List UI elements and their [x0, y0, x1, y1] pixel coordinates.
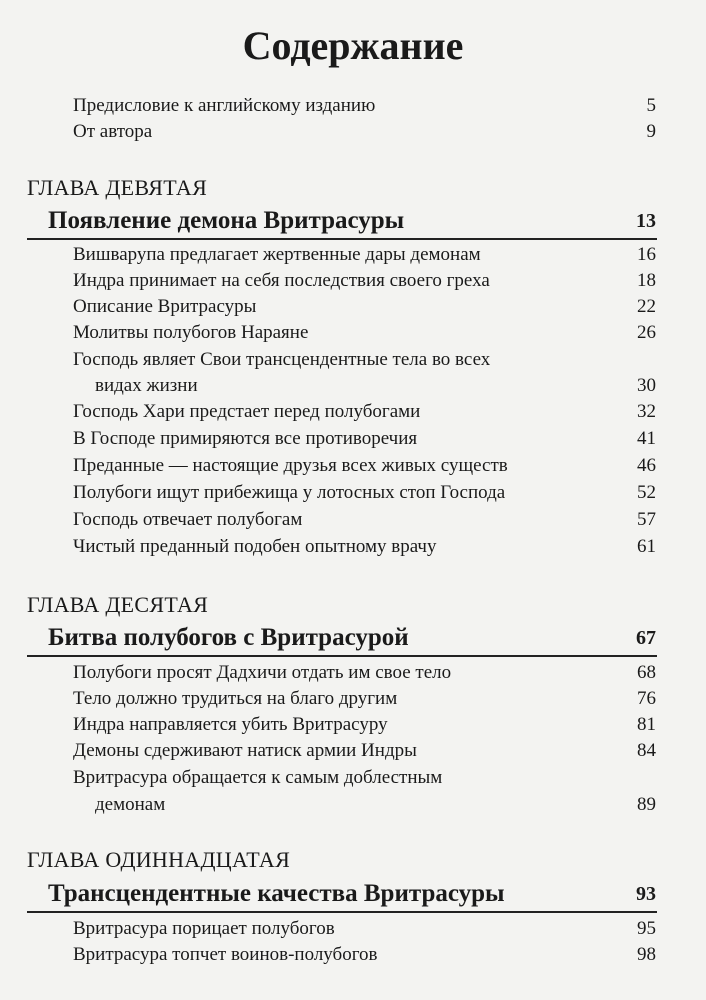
toc-entry[interactable]: [73, 399, 656, 425]
toc-entry[interactable]: [73, 480, 656, 506]
toc-entry[interactable]: [73, 942, 656, 968]
entry-title: демонам: [95, 794, 166, 815]
toc-entry[interactable]: [73, 242, 656, 268]
chapter-heading[interactable]: [48, 204, 656, 238]
entry-title: Чистый преданный подобен опытному врачу: [73, 536, 437, 557]
entry-title: Описание Вритрасуры: [73, 296, 257, 317]
toc-entry[interactable]: [73, 534, 656, 560]
entry-page: 61: [637, 536, 656, 557]
entry-page: 22: [637, 296, 656, 317]
entry-title: Вишварупа предлагает жертвенные дары демонам: [73, 244, 481, 265]
chapter-rule: [27, 238, 657, 240]
chapter-heading-title: Трансцендентные качества Вритрасуры: [48, 880, 505, 907]
entry-page: 76: [637, 688, 656, 709]
chapter-heading-title: Появление демона Вритрасуры: [48, 207, 405, 234]
chapter-heading-page: 93: [636, 883, 656, 905]
entry-page: 95: [637, 918, 656, 939]
chapter-rule: [27, 911, 657, 913]
entry-page: 52: [637, 482, 656, 503]
toc-entry[interactable]: [73, 347, 656, 373]
chapter-heading-page: 13: [636, 210, 656, 232]
chapter-rule: [27, 655, 657, 657]
toc-entry-continued[interactable]: [73, 373, 656, 399]
toc-entry[interactable]: [73, 453, 656, 479]
entry-title: Предисловие к английскому изданию: [73, 95, 376, 116]
entry-title: В Господе примиряются все противоречия: [73, 428, 418, 449]
chapter-label: ГЛАВА ОДИННАДЦАТАЯ: [27, 847, 291, 872]
entry-title: Вритрасура порицает полубогов: [73, 918, 335, 939]
entry-page: 32: [637, 401, 656, 422]
toc-entry[interactable]: [73, 507, 656, 533]
entry-title: Молитвы полубогов Нараяне: [73, 322, 309, 343]
toc-entry[interactable]: [73, 765, 656, 791]
chapter-heading[interactable]: [48, 621, 656, 655]
chapter-label: ГЛАВА ДЕВЯТАЯ: [27, 175, 208, 200]
entry-page: 30: [637, 375, 656, 396]
toc-entry-continued[interactable]: [73, 792, 656, 818]
entry-page: 98: [637, 944, 656, 965]
entry-page: 5: [646, 95, 656, 116]
toc-entry[interactable]: [73, 660, 656, 686]
entry-page: 81: [637, 714, 656, 735]
entry-page: 89: [637, 794, 656, 815]
entry-page: 84: [637, 740, 656, 761]
toc-entry[interactable]: [73, 268, 656, 294]
entry-page: 41: [637, 428, 656, 449]
entry-title: Индра принимает на себя последствия своего греха: [73, 270, 490, 291]
entry-page: 46: [637, 455, 656, 476]
toc-entry[interactable]: [73, 426, 656, 452]
entry-title: Господь Хари предстает перед полубогами: [73, 401, 421, 422]
toc-entry[interactable]: [73, 712, 656, 738]
entry-title: Тело должно трудиться на благо другим: [73, 688, 398, 709]
chapter-heading-page: 67: [636, 627, 656, 649]
toc-entry[interactable]: [73, 294, 656, 320]
entry-page: 26: [637, 322, 656, 343]
entry-title: Демоны сдерживают натиск армии Индры: [73, 740, 417, 761]
toc-entry[interactable]: [73, 320, 656, 346]
entry-title: Преданные — настоящие друзья всех живых существ: [73, 455, 508, 476]
entry-page: 57: [637, 509, 656, 530]
entry-page: 16: [637, 244, 656, 265]
entry-title: видах жизни: [95, 375, 198, 396]
entry-page: 18: [637, 270, 656, 291]
chapter-heading[interactable]: [48, 877, 656, 911]
entry-page: 68: [637, 662, 656, 683]
page-title: Содержание: [242, 23, 464, 68]
entry-title: Индра направляется убить Вритрасуру: [73, 714, 388, 735]
entry-title: Вритрасура обращается к самым доблестным: [73, 767, 443, 788]
entry-title: Господь отвечает полубогам: [73, 509, 303, 530]
entry-title: Полубоги ищут прибежища у лотосных стоп Господа: [73, 482, 506, 503]
toc-entry[interactable]: [73, 916, 656, 942]
entry-title: От автора: [73, 121, 153, 142]
chapter-label: ГЛАВА ДЕСЯТАЯ: [27, 592, 209, 617]
toc-entry[interactable]: [73, 738, 656, 764]
toc-entry[interactable]: [73, 93, 656, 119]
entry-title: Полубоги просят Дадхичи отдать им свое тело: [73, 662, 452, 683]
toc-entry[interactable]: [73, 119, 656, 145]
entry-title: Вритрасура топчет воинов-полубогов: [73, 944, 378, 965]
entry-page: 9: [646, 121, 656, 142]
toc-entry[interactable]: [73, 686, 656, 712]
entry-title: Господь являет Свои трансцендентные тела во всех: [73, 349, 491, 370]
chapter-heading-title: Битва полубогов с Вритрасурой: [48, 624, 409, 651]
